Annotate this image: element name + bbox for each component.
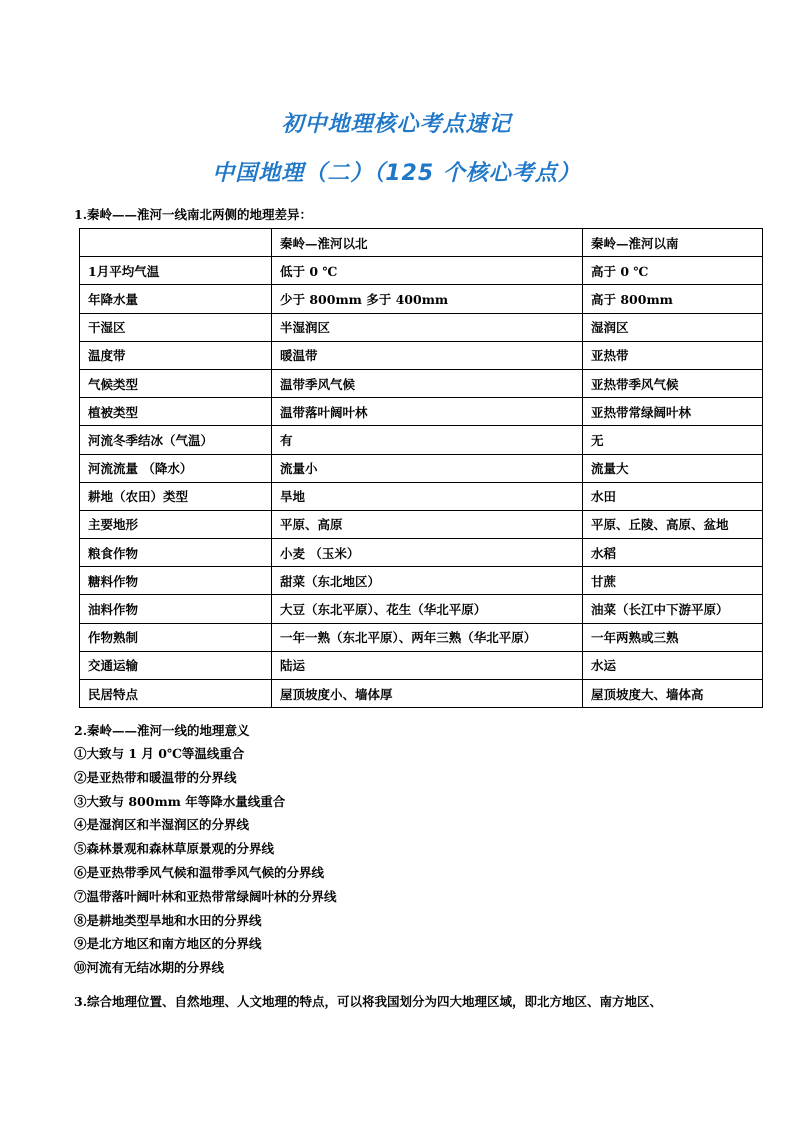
- table-header-row: [80, 229, 763, 257]
- document-subtitle: 中国地理（二）（125 个核心考点）: [212, 161, 581, 186]
- south-value-cell: 屋顶坡度大、墙体高: [583, 680, 763, 708]
- north-value-cell: 有: [272, 426, 583, 454]
- south-value-cell: 亚热带: [583, 341, 763, 369]
- row-label-cell: 糖料作物: [80, 567, 272, 595]
- south-value-cell: 亚热带常绿阔叶林: [583, 398, 763, 426]
- list-item: ⑩河流有无结冰期的分界线: [74, 960, 225, 976]
- south-value-cell: 高于 800mm: [583, 285, 763, 313]
- table-row: [80, 510, 763, 538]
- row-label-cell: 河流冬季结冰（气温）: [80, 426, 272, 454]
- row-label-cell: 主要地形: [80, 510, 272, 538]
- row-label-cell: 交通运输: [80, 651, 272, 679]
- row-label-cell: 年降水量: [80, 285, 272, 313]
- north-value-cell: 陆运: [272, 651, 583, 679]
- south-value-cell: 湿润区: [583, 313, 763, 341]
- table-body: [80, 257, 763, 708]
- table-row: [80, 595, 763, 623]
- list-item: ③大致与 800mm 年等降水量线重合: [74, 793, 286, 809]
- header-cell-empty: [80, 229, 272, 257]
- north-value-cell: 半湿润区: [272, 313, 583, 341]
- row-label-cell: 温度带: [80, 341, 272, 369]
- south-value-cell: 水运: [583, 651, 763, 679]
- section-3-text: 3.综合地理位置、自然地理、人文地理的特点，可以将我国划分为四大地理区域，即北方地区、南方地区、: [74, 994, 663, 1009]
- table-row: [80, 567, 763, 595]
- north-value-cell: 小麦 （玉米）: [272, 539, 583, 567]
- row-label-cell: 1月平均气温: [80, 257, 272, 285]
- section-2-heading: 2.秦岭——淮河一线的地理意义: [74, 723, 250, 738]
- row-label-cell: 干湿区: [80, 313, 272, 341]
- north-value-cell: 旱地: [272, 482, 583, 510]
- north-value-cell: 温带落叶阔叶林: [272, 398, 583, 426]
- document-title: 初中地理核心考点速记: [281, 112, 512, 137]
- significance-list: [74, 742, 337, 980]
- list-item: ⑧是耕地类型旱地和水田的分界线: [74, 912, 262, 928]
- south-value-cell: 流量大: [583, 454, 763, 482]
- row-label-cell: 耕地（农田）类型: [80, 482, 272, 510]
- table-row: [80, 285, 763, 313]
- north-value-cell: 温带季风气候: [272, 369, 583, 397]
- section-1-heading: 1.秦岭——淮河一线南北两侧的地理差异：: [74, 207, 313, 222]
- list-item: ⑥是亚热带季风气候和温带季风气候的分界线: [74, 864, 325, 880]
- row-label-cell: 河流流量 （降水）: [80, 454, 272, 482]
- north-value-cell: 暖温带: [272, 341, 583, 369]
- south-value-cell: 平原、丘陵、高原、盆地: [583, 510, 763, 538]
- north-value-cell: 低于 0 ℃: [272, 257, 583, 285]
- list-item: ⑦温带落叶阔叶林和亚热带常绿阔叶林的分界线: [74, 888, 337, 904]
- north-value-cell: 平原、高原: [272, 510, 583, 538]
- south-value-cell: 油菜（长江中下游平原）: [583, 595, 763, 623]
- list-item: ⑨是北方地区和南方地区的分界线: [74, 936, 262, 952]
- list-item: ②是亚热带和暖温带的分界线: [74, 769, 237, 785]
- table-row: [80, 341, 763, 369]
- north-value-cell: 屋顶坡度小、墙体厚: [272, 680, 583, 708]
- table-row: [80, 257, 763, 285]
- row-label-cell: 作物熟制: [80, 623, 272, 651]
- row-label-cell: 植被类型: [80, 398, 272, 426]
- north-value-cell: 一年一熟（东北平原）、两年三熟（华北平原）: [272, 623, 583, 651]
- row-label-cell: 民居特点: [80, 680, 272, 708]
- south-value-cell: 亚热带季风气候: [583, 369, 763, 397]
- list-item: ④是湿润区和半湿润区的分界线: [74, 817, 250, 833]
- south-value-cell: 水稻: [583, 539, 763, 567]
- header-cell-north: 秦岭—淮河以北: [272, 229, 583, 257]
- row-label-cell: 油料作物: [80, 595, 272, 623]
- south-value-cell: 甘蔗: [583, 567, 763, 595]
- table-row: [80, 623, 763, 651]
- north-value-cell: 流量小: [272, 454, 583, 482]
- list-item: ①大致与 1 月 0℃等温线重合: [74, 746, 245, 761]
- north-south-comparison-table: [79, 228, 763, 708]
- table-row: [80, 680, 763, 708]
- table-row: [80, 482, 763, 510]
- row-label-cell: 粮食作物: [80, 539, 272, 567]
- table-row: [80, 454, 763, 482]
- table-row: [80, 539, 763, 567]
- table-row: [80, 651, 763, 679]
- table-row: [80, 398, 763, 426]
- south-value-cell: 水田: [583, 482, 763, 510]
- table-row: [80, 426, 763, 454]
- south-value-cell: 高于 0 ℃: [583, 257, 763, 285]
- north-value-cell: 少于 800mm 多于 400mm: [272, 285, 583, 313]
- south-value-cell: 一年两熟或三熟: [583, 623, 763, 651]
- north-value-cell: 甜菜（东北地区）: [272, 567, 583, 595]
- header-cell-south: 秦岭—淮河以南: [583, 229, 763, 257]
- north-value-cell: 大豆（东北平原）、花生（华北平原）: [272, 595, 583, 623]
- table-row: [80, 313, 763, 341]
- table-row: [80, 369, 763, 397]
- south-value-cell: 无: [583, 426, 763, 454]
- row-label-cell: 气候类型: [80, 369, 272, 397]
- list-item: ⑤森林景观和森林草原景观的分界线: [74, 841, 275, 857]
